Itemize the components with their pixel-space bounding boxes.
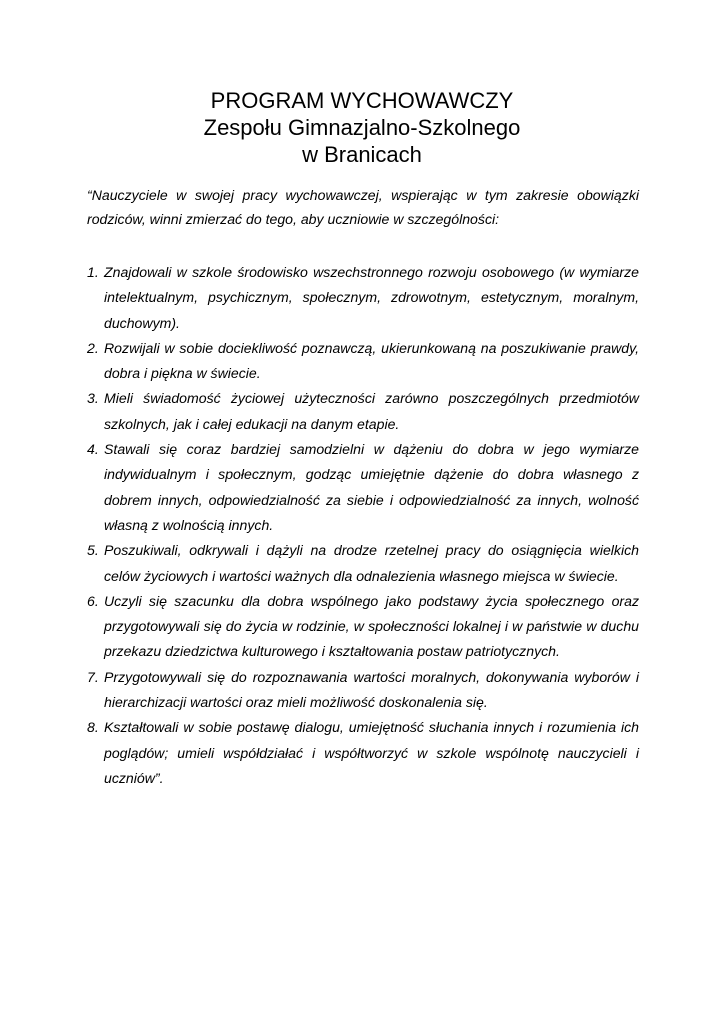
list-item-text: Kształtowali w sobie postawę dialogu, umiejętność słuchania innych i rozumienia ich poglądów; umieli współdziałać i współtworzyć w szkole wspólnotę nauczycieli i uczniów”. xyxy=(104,719,639,786)
title-line-2: Zespołu Gimnazjalno-Szkolnego xyxy=(203,115,521,140)
goals-list xyxy=(87,260,639,791)
list-item xyxy=(87,260,639,336)
list-item-number: 1. xyxy=(87,264,99,280)
list-item xyxy=(87,336,639,387)
list-item-text: Poszukiwali, odkrywali i dążyli na drodze rzetelnej pracy do osiągnięcia wielkich celów życiowych i wartości ważnych dla odnalezienia własnego miejsca w świecie. xyxy=(104,542,639,584)
list-item-text: Mieli świadomość życiowej użyteczności zarówno poszczególnych przedmiotów szkolnych, jak i całej edukacji na danym etapie. xyxy=(104,390,639,432)
list-item xyxy=(87,715,639,791)
title-line-3: w Branicach xyxy=(302,142,422,167)
title-line-1: PROGRAM WYCHOWAWCZY xyxy=(210,88,514,113)
list-item xyxy=(87,386,639,437)
list-item-text: Stawali się coraz bardziej samodzielni w dążeniu do dobra w jego wymiarze indywidualnym i społecznym, godząc umiejętnie dążenie do dobra własnego z dobrem innych, odpowiedzialność za siebie i odpowiedzialność za innych, wolność własną z wolnością innych. xyxy=(104,441,639,533)
list-item xyxy=(87,589,639,665)
list-item-number: 8. xyxy=(87,719,99,736)
list-item xyxy=(87,437,639,538)
list-item-text: Rozwijali w sobie dociekliwość poznawczą, ukierunkowaną na poszukiwanie prawdy, dobra i piękna w świecie. xyxy=(104,339,639,382)
list-item-number: 3. xyxy=(87,390,99,407)
list-item xyxy=(87,538,639,589)
list-item-number: 6. xyxy=(87,592,99,609)
list-item-text: Uczyli się szacunku dla dobra wspólnego jako podstawy życia społecznego oraz przygotowywali się do życia w rodzinie, w społeczności lokalnej i w państwie w duchu przekazu dziedzictwa kulturowego i kształtowania postaw patriotycznych. xyxy=(104,592,639,660)
list-item-text: Znajdowali w szkole środowisko wszechstronnego rozwoju osobowego (w wymiarze intelektualnym, psychicznym, społecznym, zdrowotnym, estetycznym, moralnym, duchowym). xyxy=(104,264,639,331)
document-title xyxy=(0,87,724,168)
list-item xyxy=(87,665,639,716)
list-item-number: 2. xyxy=(87,339,99,356)
list-item-text: Przygotowywali się do rozpoznawania wartości moralnych, dokonywania wyborów i hierarchizacji wartości oraz mieli możliwość doskonalenia się. xyxy=(104,668,639,711)
list-item-number: 5. xyxy=(87,542,99,559)
list-item-number: 7. xyxy=(87,668,99,685)
list-item-number: 4. xyxy=(87,441,99,458)
intro-paragraph: “Nauczyciele w swojej pracy wychowawczej, wspierając w tym zakresie obowiązki rodziców, winni zmierzać do tego, aby uczniowie w szczególności: xyxy=(87,187,639,227)
